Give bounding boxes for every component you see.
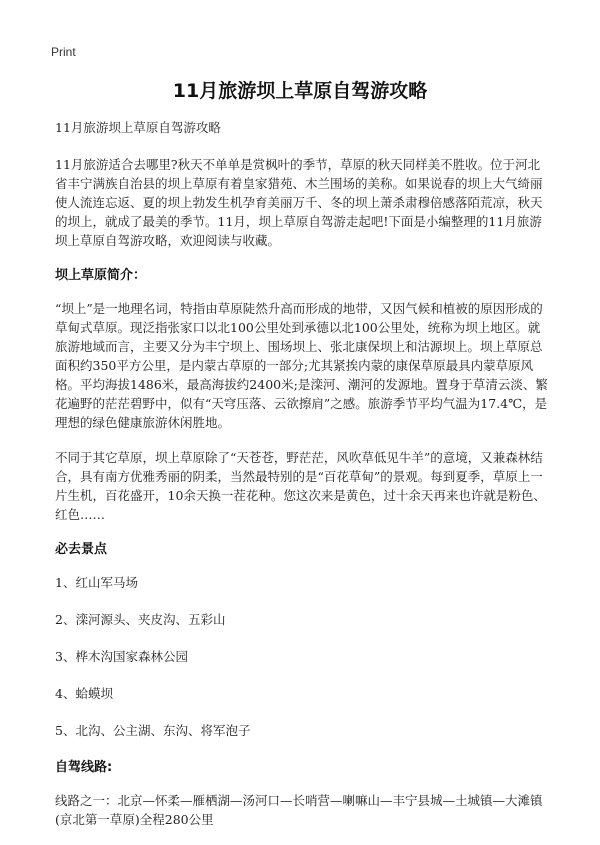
list-item: 5、北沟、公主湖、东沟、将军泡子 [55, 723, 251, 738]
list-item: 2、滦河源头、夹皮沟、五彩山 [55, 612, 226, 627]
intro-paragraph: 11月旅游适合去哪里?秋天不单单是赏枫叶的季节，草原的秋天同样美不胜收。位于河北省丰宁满族自治县的坝上草原有着皇家猎苑、木兰围场的美称。如果说春的坝上大气绮丽使人流连忘返、夏的坝上勃发生机孕育美丽万千、冬的坝上萧杀肃穆倍感落陌荒凉，秋天的坝上，就成了最美的季节。11月，坝上草原自驾游走起吧!下面是小编整理的11月旅游坝上草原自驾游攻略，欢迎阅读与收藏。 [55, 157, 543, 248]
article-body [55, 118, 550, 845]
section-heading-routes: 自驾线路: [55, 760, 113, 775]
article-subtitle: 11月旅游坝上草原自驾游攻略 [55, 120, 221, 135]
grassland-description-paragraph: “坝上”是一地理名词，特指由草原陡然升高而形成的地带，又因气候和植被的原因形成的草甸式草原。现泛指张家口以北100公里处到承德以北100公里处，统称为坝上地区。就旅游地域而言，主要又分为丰宁坝上、围场坝上、张北康保坝上和沽源坝上。坝上草原总面积约350平方公里，是内蒙古草原的一部分;尤其紧挨内蒙的康保草原最具内蒙草原风格。平均海拔1486米，最高海拔约2400米;是滦河、潮河的发源地。置身于草清云淡、繁花遍野的茫茫碧野中，似有“天穹压落、云欲擦肩”之感。旅游季节平均气温为17.4℃，是理想的绿色健康旅游休闲胜地。 [55, 301, 548, 430]
section-heading-spots: 必去景点 [55, 542, 108, 557]
print-label: Print [51, 45, 76, 59]
page-title: 11月旅游坝上草原自驾游攻略 [172, 80, 428, 102]
section-heading-intro: 坝上草原简介： [55, 268, 147, 283]
route-paragraph: 线路之一：北京—怀柔—雁栖湖—汤河口—长哨营—喇嘛山—丰宁县城—土城镇—大滩镇(京北第一草原)全程280公里 [55, 793, 543, 827]
list-item: 4、蛤蟆坝 [55, 686, 113, 701]
grassland-features-paragraph: 不同于其它草原，坝上草原除了“天苍苍，野茫茫，风吹草低见牛羊”的意境，又兼森林结合，具有南方优雅秀丽的阴柔，当然最特别的是“百花草甸”的景观。每到夏季，草原上一片生机，百花盛开，10余天换一茬花种。您这次来是黄色，过十余天再来也许就是粉色、红色…… [55, 450, 546, 522]
list-item: 3、桦木沟国家森林公园 [55, 649, 188, 664]
list-item: 1、红山军马场 [55, 575, 138, 590]
